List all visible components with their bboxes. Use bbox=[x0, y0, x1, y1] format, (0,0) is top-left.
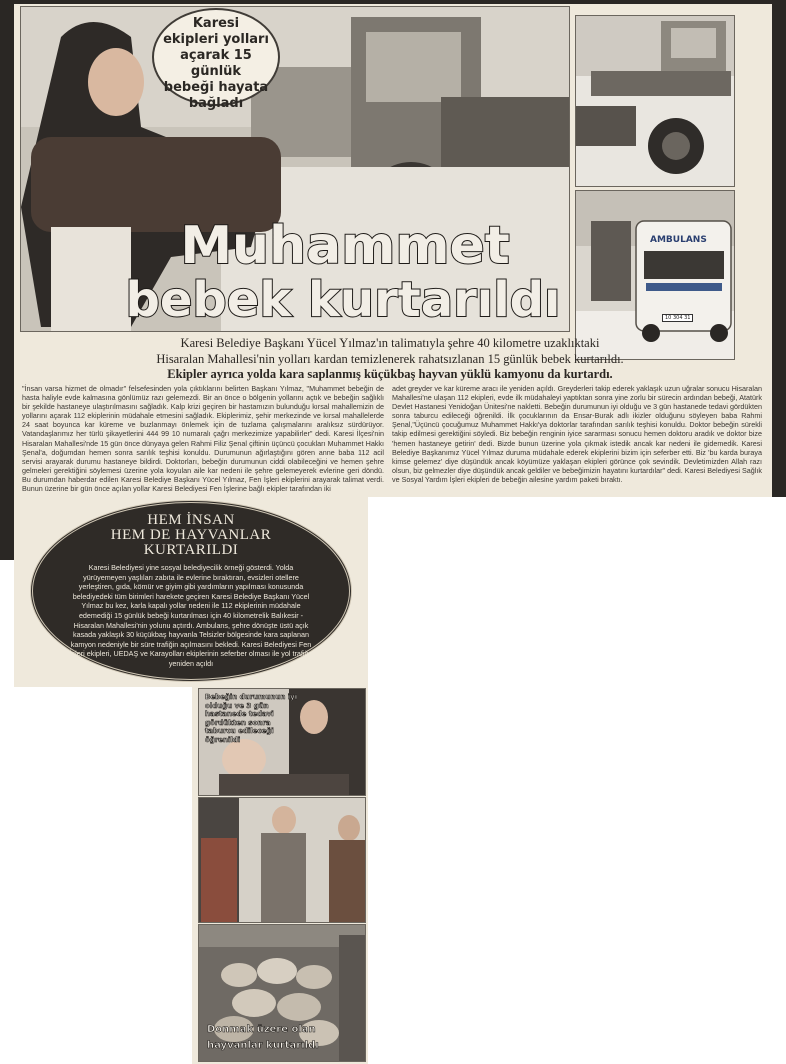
box-title-line2: HEM DE HAYVANLAR bbox=[110, 527, 272, 543]
bubble-line: bağladı bbox=[188, 96, 244, 111]
box-title-line3: KURTARILDI bbox=[143, 542, 239, 558]
dek-line1: Karesi Belediye Başkanı Yücel Yılmaz'ın talimatıyla şehre 40 kilometre uzaklıktaki bbox=[180, 336, 600, 350]
license-plate: 10 304 31 bbox=[662, 314, 693, 322]
sheep-caption-line2: hayvanlar kurtarıldı bbox=[207, 1040, 319, 1051]
headline-line2: bebek kurtarıldı bbox=[125, 272, 561, 328]
bubble-line: bebeği hayata bbox=[163, 80, 269, 95]
bubble-line: ekipleri yolları bbox=[163, 32, 269, 47]
body-column-1: "İnsan varsa hizmet de olmadır" felsefesinden yola çıktıklarını belirten Başkanı Yılmaz, "Muhammet bebeğin de hasta haliyle evde kalmasına gönlümüz razı gelemezdi. Bir an önce o bölgenin yollarını açtık ve bebeğin sağlıklı bir şekilde hastaneye ulaştırılmasını sağladık. Kalp krizi geçiren bir hastamızın bulunduğu kırsal mahallemizin de yollarını açarak 112 ekiplerinin müdahale etmesini sağladık. Ekiplerimiz, şehir merkezinde ve kırsal mahallelerde 24 saat boyunca kar küreme ve buzlanmayı önlemek için de tuzlama çalışmalarını aralıksız sürdürüyor. Vatandaşlarımız her türlü şikayetlerini 444 99 10 numaralı çağrı merkezimize yapabilirler" dedi. Karesi İlçesi'nin Hisaralan Mahallesi'nde 15 gün önce dünyaya gelen Rahmi Filiz Şenal çiftinin üçüncü çocukları Muhammet Hakkı Şenal'a, doğumdan hemen sonra sarılık teşhisi konuldu. Durumunun ağırlaştığını gören anne baba 112 acil servisi arayarak durumu hastaneye bildirdi. Doktorları, bebeğin durumunun ciddi olabileceğini ve hemen şehre gelmeleri gerektiğini söylemesi üzerine yola koyulan aile kar nedeni ile şehre gelemeyerek evlerine geri döndü. Bu durumdan haberdar edilen Karesi Belediye Başkanı Yücel Yılmaz, Fen İşleri ekiplerini arayarak talimat verdi. Bunun üzerine bir gün önce açılan yollar Karesi Belediyesi Fen İşlerine bağlı ekipler tarafından iki bbox=[22, 384, 384, 494]
ambulance-photo bbox=[575, 190, 735, 360]
headline-line1: Muhammet bbox=[180, 216, 510, 276]
box-text: Karesi Belediyesi yine sosyal belediyecilik örneği gösterdi. Yolda yürüyemeyen yaşlıları zabıta ile evlerine bıraktıran, evsizleri otellere yerleştiren, gıda, kömür ve giyim gibi yardımların yapılması konusunda belediyedeki tüm birimleri harekete geçiren Karesi Belediye Başkanı Yücel Yılmaz bu kez, karla kapalı yollar nedeni ile 112 ekiplerinin müdahale edemediği 15 günlük bebeği kurtarılması için 40 kilometrelik Balıkesir - Hisaralan Mahallesi'nin yolunu açtırdı. Ambulans, şehre dönüşte üstü açık kasada yaklaşık 30 küçükbaş hayvanla Telsizler bölgesinde kara saplanan kamyon nedeniyle bir süre trafiğin açılmasını bekledi. Karesi Belediyesi Fen İşleri ekipleri, UEDAŞ ve Karayolları ekiplerinin seferber olması ile yol trafiğe yeniden açıldı bbox=[69, 563, 313, 668]
box-title-line1: HEM İNSAN bbox=[147, 512, 235, 528]
article-dek bbox=[40, 336, 740, 383]
dek-line2: Hisaralan Mahallesi'nin yolları kardan temizlenerek rahatsızlanan 15 günlük bebek kurtarıldı. bbox=[156, 351, 624, 366]
baby-caption: Bebeğin durumunun iyi olduğu ve 3 gün hastanede tedavi gördükten sonra taburcu edileceği öğrenildi bbox=[205, 693, 298, 744]
body-column-2: adet greyder ve kar küreme aracı ile yeniden açıldı. Greyderleri takip ederek yaklaşık uzun uğralar sonucu Hisaralan Mahallesi'ne ulaşan 112 ekipleri, evde ilk müdahaleyi yaptıktan sonra yine zorlu bir sürecin ardından bebeği, Atatürk Devlet Hastanesi Yenidoğan Ünitesi'ne nakletti. Bebeğin durumunun iyi olduğu ve 3 gün hastanede tedavi gördükten sonra taburcu edileceği öğrenildi. İlk çocuklarının da Ensar-Burak adlı ikizler olduğunu söyleyen baba Rahmi Şenal,"Üçüncü çocuğumuz Muhammet Hakkı'ya doktorlar tarafından sarılık teşhisi konuldu. Doktor bebeğin sürekli takip edilmesi gerektiğini söyledi. Biz bebeğin renginin iyice sararması sonucu hemen doktoru aradık ve doktor bize 'hemen hastaneye getirin' dedi. Bizde bunun üzerine yola çıkmak istedik ancak kar nedeni ile gidemedik. Karesi Belediye Başkanımız Yücel Yılmaz duruma müdahale ederek ekiplerini bizim için seferber etti. Biz 'bu karda buraya kimse gelemez' diye düşündük ancak köyümüze yaklaşan ekipleri görünce çok sevindik. Devletimizden Allah razı olsun, biz gelmezler diye düşündük ancak geldiler ve bebeğimizin hayatını kurtardılar" dedi. Karesi Belediyesi Sağlık ve Sosyal Yardım İşleri ekipleri de bebeğin ailesine yardım paketi bıraktı. bbox=[392, 384, 762, 484]
scan-right-edge bbox=[772, 0, 786, 497]
animals-rescued-box bbox=[30, 500, 352, 682]
dek-line3: Ekipler ayrıca yolda kara saplanmış küçükbaş hayvan yüklü kamyonu da kurtardı. bbox=[167, 367, 613, 381]
bubble-line: Karesi bbox=[192, 16, 240, 31]
scan-left-edge bbox=[0, 0, 14, 560]
bubble-line: açarak 15 günlük bbox=[180, 48, 252, 79]
sheep-caption-line1: Donmak üzere olan bbox=[207, 1024, 316, 1035]
baby-photo bbox=[198, 688, 366, 796]
ambulance-label: AMBULANS bbox=[650, 235, 707, 245]
family-photo bbox=[198, 797, 366, 923]
headline-bubble bbox=[152, 8, 280, 111]
grader-photo bbox=[575, 15, 735, 187]
sheep-photo bbox=[198, 924, 366, 1062]
